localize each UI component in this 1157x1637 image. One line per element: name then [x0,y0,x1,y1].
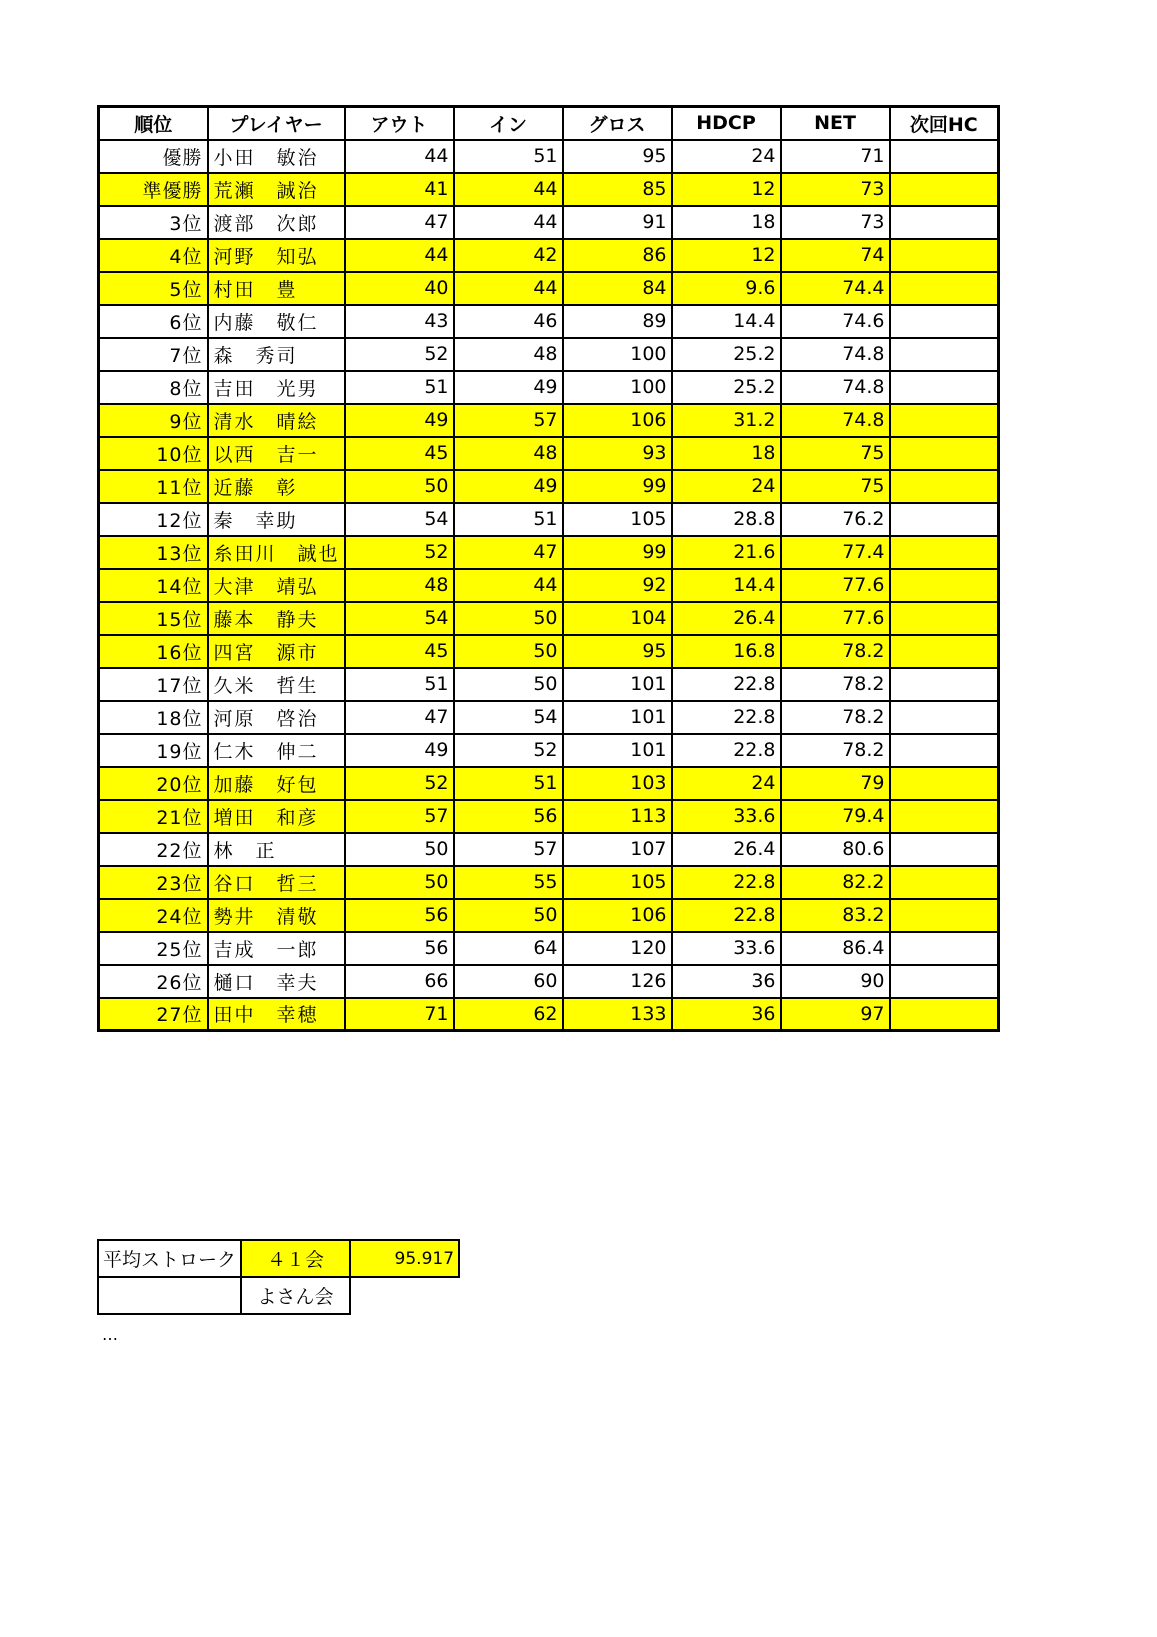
net-score-cell: 73 [781,173,890,206]
table-row [99,866,999,899]
rank-cell: 5位 [99,272,208,305]
rank-cell: 17位 [99,668,208,701]
net-score-cell: 78.2 [781,701,890,734]
player-name-cell: 村田 豊 [208,272,345,305]
gross-score-cell: 100 [563,338,672,371]
next-hc-cell [890,437,999,470]
rank-cell: 16位 [99,635,208,668]
out-score-cell: 45 [345,437,454,470]
hdcp-cell: 33.6 [672,932,781,965]
hdcp-cell: 26.4 [672,833,781,866]
player-name-cell: 秦 幸助 [208,503,345,536]
club-next: よさん会 [241,1277,350,1314]
net-score-cell: 97 [781,998,890,1031]
gross-score-cell: 89 [563,305,672,338]
hdcp-cell: 26.4 [672,602,781,635]
player-name-cell: 河野 知弘 [208,239,345,272]
net-score-cell: 74.8 [781,404,890,437]
in-score-cell: 44 [454,272,563,305]
player-name-cell: 吉田 光男 [208,371,345,404]
net-score-cell: 75 [781,470,890,503]
rank-cell: 26位 [99,965,208,998]
rank-cell: 12位 [99,503,208,536]
hdcp-cell: 16.8 [672,635,781,668]
next-hc-cell [890,239,999,272]
gross-score-cell: 101 [563,668,672,701]
rank-cell: 10位 [99,437,208,470]
player-name-cell: 四宮 源市 [208,635,345,668]
player-name-cell: 林 正 [208,833,345,866]
out-score-cell: 50 [345,833,454,866]
in-score-cell: 60 [454,965,563,998]
gross-score-cell: 100 [563,371,672,404]
header-row [99,107,999,140]
next-hc-cell [890,140,999,173]
player-name-cell: 森 秀司 [208,338,345,371]
player-name-cell: 吉成 一郎 [208,932,345,965]
next-hc-cell [890,866,999,899]
gross-score-cell: 120 [563,932,672,965]
table-row [99,371,999,404]
table-row [99,899,999,932]
player-name-cell: 大津 靖弘 [208,569,345,602]
next-hc-cell [890,602,999,635]
table-row [99,932,999,965]
next-hc-cell [890,899,999,932]
net-score-cell: 74.6 [781,305,890,338]
in-score-cell: 51 [454,140,563,173]
rank-cell: 8位 [99,371,208,404]
rank-cell: 27位 [99,998,208,1031]
out-score-cell: 56 [345,899,454,932]
table-row [99,140,999,173]
table-row [99,206,999,239]
player-name-cell: 以西 吉一 [208,437,345,470]
hdcp-cell: 28.8 [672,503,781,536]
net-score-cell: 78.2 [781,635,890,668]
out-score-cell: 44 [345,140,454,173]
header-in: イン [454,107,563,140]
out-score-cell: 51 [345,371,454,404]
player-name-cell: 樋口 幸夫 [208,965,345,998]
table-row [99,701,999,734]
in-score-cell: 44 [454,569,563,602]
gross-score-cell: 101 [563,734,672,767]
hdcp-cell: 25.2 [672,338,781,371]
rank-cell: 15位 [99,602,208,635]
out-score-cell: 56 [345,932,454,965]
gross-score-cell: 126 [563,965,672,998]
net-score-cell: 77.6 [781,569,890,602]
hdcp-cell: 18 [672,437,781,470]
table-row [99,173,999,206]
in-score-cell: 49 [454,371,563,404]
out-score-cell: 50 [345,470,454,503]
table-row [99,470,999,503]
table-row [99,338,999,371]
next-hc-cell [890,668,999,701]
summary-empty-cell [98,1277,241,1314]
table-row [99,569,999,602]
hdcp-cell: 22.8 [672,668,781,701]
table-row [99,635,999,668]
in-score-cell: 55 [454,866,563,899]
rank-cell: 13位 [99,536,208,569]
in-score-cell: 44 [454,173,563,206]
next-hc-cell [890,932,999,965]
net-score-cell: 77.6 [781,602,890,635]
table-row [99,272,999,305]
gross-score-cell: 93 [563,437,672,470]
out-score-cell: 52 [345,767,454,800]
net-score-cell: 76.2 [781,503,890,536]
player-name-cell: 内藤 敬仁 [208,305,345,338]
player-name-cell: 糸田川 誠也 [208,536,345,569]
table-row [99,767,999,800]
hdcp-cell: 24 [672,767,781,800]
table-row [99,965,999,998]
rank-cell: 18位 [99,701,208,734]
gross-score-cell: 106 [563,404,672,437]
rank-cell: 14位 [99,569,208,602]
hdcp-cell: 12 [672,173,781,206]
player-name-cell: 荒瀬 誠治 [208,173,345,206]
gross-score-cell: 113 [563,800,672,833]
gross-score-cell: 103 [563,767,672,800]
in-score-cell: 49 [454,470,563,503]
out-score-cell: 54 [345,503,454,536]
in-score-cell: 50 [454,668,563,701]
out-score-cell: 54 [345,602,454,635]
results-body [99,140,999,1031]
rank-cell: 7位 [99,338,208,371]
table-row [99,998,999,1031]
next-hc-cell [890,569,999,602]
net-score-cell: 73 [781,206,890,239]
net-score-cell: 90 [781,965,890,998]
hdcp-cell: 31.2 [672,404,781,437]
gross-score-cell: 105 [563,866,672,899]
net-score-cell: 83.2 [781,899,890,932]
header-hdcp: HDCP [672,107,781,140]
next-hc-cell [890,173,999,206]
summary-table [97,1239,460,1315]
net-score-cell: 80.6 [781,833,890,866]
hdcp-cell: 24 [672,140,781,173]
club-current: ４１会 [241,1240,350,1277]
hdcp-cell: 18 [672,206,781,239]
table-row [99,305,999,338]
net-score-cell: 71 [781,140,890,173]
net-score-cell: 78.2 [781,734,890,767]
player-name-cell: 小田 敏治 [208,140,345,173]
hdcp-cell: 22.8 [672,866,781,899]
in-score-cell: 51 [454,503,563,536]
header-next-hc: 次回HC [890,107,999,140]
rank-cell: 22位 [99,833,208,866]
player-name-cell: 久米 哲生 [208,668,345,701]
hdcp-cell: 36 [672,998,781,1031]
next-hc-cell [890,833,999,866]
out-score-cell: 43 [345,305,454,338]
in-score-cell: 47 [454,536,563,569]
next-hc-cell [890,404,999,437]
table-row [99,404,999,437]
in-score-cell: 57 [454,404,563,437]
rank-cell: 23位 [99,866,208,899]
next-hc-cell [890,800,999,833]
gross-score-cell: 95 [563,140,672,173]
out-score-cell: 57 [345,800,454,833]
hdcp-cell: 14.4 [672,569,781,602]
results-table [97,105,1000,1032]
rank-cell: 9位 [99,404,208,437]
player-name-cell: 仁木 伸二 [208,734,345,767]
player-name-cell: 藤本 静夫 [208,602,345,635]
rank-cell: 24位 [99,899,208,932]
out-score-cell: 50 [345,866,454,899]
hdcp-cell: 14.4 [672,305,781,338]
table-row [99,800,999,833]
table-row [99,833,999,866]
table-row [99,536,999,569]
summary-row-average [98,1240,459,1277]
hdcp-cell: 24 [672,470,781,503]
rank-cell: 6位 [99,305,208,338]
next-hc-cell [890,536,999,569]
out-score-cell: 51 [345,668,454,701]
player-name-cell: 谷口 哲三 [208,866,345,899]
next-hc-cell [890,998,999,1031]
in-score-cell: 51 [454,767,563,800]
player-name-cell: 勢井 清敬 [208,899,345,932]
header-rank: 順位 [99,107,208,140]
hdcp-cell: 22.8 [672,734,781,767]
net-score-cell: 74.8 [781,338,890,371]
next-hc-cell [890,338,999,371]
gross-score-cell: 105 [563,503,672,536]
table-row [99,668,999,701]
gross-score-cell: 92 [563,569,672,602]
net-score-cell: 74.8 [781,371,890,404]
out-score-cell: 49 [345,404,454,437]
table-row [99,503,999,536]
out-score-cell: 47 [345,701,454,734]
hdcp-cell: 25.2 [672,371,781,404]
in-score-cell: 64 [454,932,563,965]
summary-blank [350,1277,459,1314]
rank-cell: 3位 [99,206,208,239]
rank-cell: 優勝 [99,140,208,173]
hdcp-cell: 21.6 [672,536,781,569]
rank-cell: 21位 [99,800,208,833]
in-score-cell: 44 [454,206,563,239]
hdcp-cell: 36 [672,965,781,998]
in-score-cell: 48 [454,437,563,470]
header-net: NET [781,107,890,140]
next-hc-cell [890,371,999,404]
gross-score-cell: 91 [563,206,672,239]
in-score-cell: 56 [454,800,563,833]
out-score-cell: 40 [345,272,454,305]
gross-score-cell: 101 [563,701,672,734]
next-hc-cell [890,965,999,998]
in-score-cell: 50 [454,635,563,668]
net-score-cell: 77.4 [781,536,890,569]
out-score-cell: 52 [345,536,454,569]
hdcp-cell: 22.8 [672,899,781,932]
hdcp-cell: 22.8 [672,701,781,734]
hdcp-cell: 12 [672,239,781,272]
in-score-cell: 50 [454,602,563,635]
gross-score-cell: 106 [563,899,672,932]
in-score-cell: 48 [454,338,563,371]
gross-score-cell: 85 [563,173,672,206]
header-out: アウト [345,107,454,140]
gross-score-cell: 133 [563,998,672,1031]
net-score-cell: 74 [781,239,890,272]
footer-ellipsis: … [102,1325,118,1344]
out-score-cell: 41 [345,173,454,206]
rank-cell: 4位 [99,239,208,272]
net-score-cell: 74.4 [781,272,890,305]
average-stroke-value: 95.917 [350,1240,459,1277]
player-name-cell: 加藤 好包 [208,767,345,800]
rank-cell: 準優勝 [99,173,208,206]
hdcp-cell: 9.6 [672,272,781,305]
hdcp-cell: 33.6 [672,800,781,833]
next-hc-cell [890,503,999,536]
out-score-cell: 45 [345,635,454,668]
rank-cell: 25位 [99,932,208,965]
out-score-cell: 52 [345,338,454,371]
player-name-cell: 増田 和彦 [208,800,345,833]
table-row [99,437,999,470]
net-score-cell: 75 [781,437,890,470]
table-row [99,239,999,272]
rank-cell: 19位 [99,734,208,767]
in-score-cell: 52 [454,734,563,767]
gross-score-cell: 86 [563,239,672,272]
table-row [99,734,999,767]
rank-cell: 20位 [99,767,208,800]
out-score-cell: 48 [345,569,454,602]
gross-score-cell: 99 [563,536,672,569]
net-score-cell: 78.2 [781,668,890,701]
gross-score-cell: 99 [563,470,672,503]
gross-score-cell: 107 [563,833,672,866]
header-gross: グロス [563,107,672,140]
gross-score-cell: 95 [563,635,672,668]
next-hc-cell [890,470,999,503]
next-hc-cell [890,701,999,734]
player-name-cell: 清水 晴絵 [208,404,345,437]
next-hc-cell [890,767,999,800]
in-score-cell: 54 [454,701,563,734]
next-hc-cell [890,734,999,767]
gross-score-cell: 84 [563,272,672,305]
player-name-cell: 渡部 次郎 [208,206,345,239]
gross-score-cell: 104 [563,602,672,635]
out-score-cell: 44 [345,239,454,272]
next-hc-cell [890,635,999,668]
player-name-cell: 近藤 彰 [208,470,345,503]
next-hc-cell [890,305,999,338]
in-score-cell: 42 [454,239,563,272]
out-score-cell: 71 [345,998,454,1031]
out-score-cell: 66 [345,965,454,998]
net-score-cell: 79.4 [781,800,890,833]
in-score-cell: 46 [454,305,563,338]
out-score-cell: 49 [345,734,454,767]
next-hc-cell [890,272,999,305]
player-name-cell: 河原 啓治 [208,701,345,734]
net-score-cell: 79 [781,767,890,800]
average-stroke-label: 平均ストローク [98,1240,241,1277]
in-score-cell: 50 [454,899,563,932]
in-score-cell: 57 [454,833,563,866]
net-score-cell: 82.2 [781,866,890,899]
summary-row-next [98,1277,459,1314]
player-name-cell: 田中 幸穂 [208,998,345,1031]
table-row [99,602,999,635]
header-player: プレイヤー [208,107,345,140]
next-hc-cell [890,206,999,239]
in-score-cell: 62 [454,998,563,1031]
out-score-cell: 47 [345,206,454,239]
net-score-cell: 86.4 [781,932,890,965]
rank-cell: 11位 [99,470,208,503]
